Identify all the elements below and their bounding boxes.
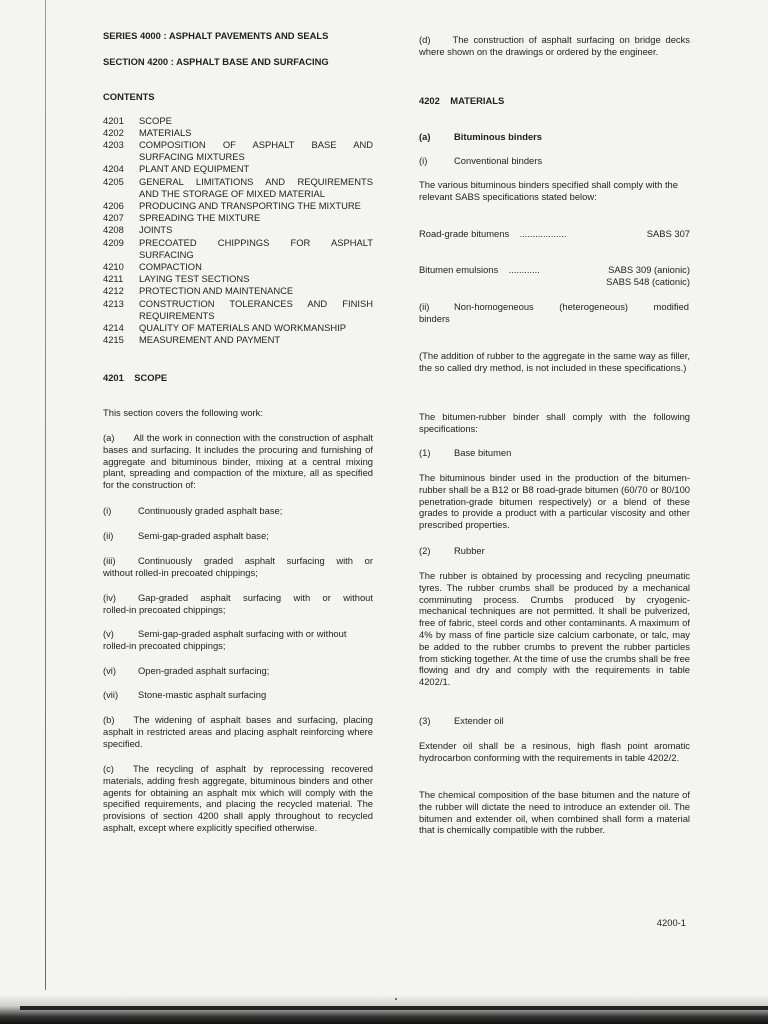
scope-intro: This section covers the following work: (103, 407, 263, 418)
list-item-number: (iv) (103, 592, 117, 603)
toc-title: GENERAL LIMITATIONS AND REQUIREMENTS (139, 176, 373, 187)
toc-number: 4207 (103, 212, 124, 223)
list-item-continued: rolled-in precoated chippings; (103, 640, 226, 651)
toc-number: 4205 (103, 176, 124, 187)
rubber-heading: Rubber (454, 545, 485, 556)
list-item-continued: without rolled-in precoated chippings; (103, 567, 258, 578)
paragraph-a (103, 432, 373, 491)
base-bitumen-label: (1) (419, 447, 431, 458)
toc-number: 4203 (103, 139, 124, 150)
list-item-number: (vi) (103, 665, 117, 676)
list-item-text: Open-graded asphalt surfacing; (138, 665, 270, 676)
paragraph-b (103, 714, 373, 749)
toc-title-continued: AND THE STORAGE OF MIXED MATERIAL (139, 188, 325, 199)
paragraph-a-text: All the work in connection with the construction of asphalt bases and surfacing. It includes the procuring and furnishing of aggregate and bituminous binder, mixing at a central mixing plant, spreading and compaction of the mixture, all as specified for the construction of: (103, 432, 373, 491)
list-item-text: Stone-mastic asphalt surfacing (138, 689, 267, 700)
toc-title: MATERIALS (139, 127, 192, 138)
conventional-heading: Conventional binders (454, 155, 543, 166)
spec-label: Road-grade bitumens .................. (419, 228, 567, 239)
materials-heading: 4202 MATERIALS (419, 95, 505, 106)
page-number: 4200-1 (656, 917, 686, 928)
paragraph-d-label: (d) (419, 34, 431, 45)
series-title: SERIES 4000 : ASPHALT PAVEMENTS AND SEALS (103, 30, 329, 41)
list-item-number: (vii) (103, 689, 119, 700)
toc-title-continued: SURFACING MIXTURES (139, 151, 245, 162)
spec-value-continued: SABS 548 (cationic) (606, 276, 690, 287)
spec-label: Bitumen emulsions ............ (419, 264, 540, 275)
toc-title: PLANT AND EQUIPMENT (139, 163, 250, 174)
paragraph-d-text: The construction of asphalt surfacing on bridge decks where shown on the drawings or ordered by the engineer. (419, 34, 690, 57)
toc-number: 4209 (103, 237, 124, 248)
extender-label: (3) (419, 715, 431, 726)
toc-title: PRODUCING AND TRANSPORTING THE MIXTURE (139, 200, 361, 211)
paragraph-d (419, 34, 690, 58)
toc-title-continued: REQUIREMENTS (139, 310, 215, 321)
paragraph-c (103, 763, 373, 834)
toc-number: 4201 (103, 115, 124, 126)
extender-text: Extender oil shall be a resinous, high flash point aromatic hydrocarbon conforming with the requirements in table 4202/2. (419, 740, 690, 763)
list-item-number: (v) (103, 628, 114, 639)
base-bitumen-heading: Base bitumen (454, 447, 512, 458)
leader-dots: .................. (519, 228, 567, 239)
scan-bottom-edge (20, 1006, 768, 1010)
toc-title: PROTECTION AND MAINTENANCE (139, 285, 294, 296)
binders-heading: Bituminous binders (454, 131, 543, 142)
toc-title: COMPOSITION OF ASPHALT BASE AND (139, 139, 373, 150)
bitumen-rubber-text: The bitumen-rubber binder shall comply with the following specifications: (419, 411, 690, 434)
toc-title: SCOPE (139, 115, 172, 126)
binding-line (45, 0, 46, 990)
list-item-number: (i) (103, 505, 112, 516)
toc-title: JOINTS (139, 224, 173, 235)
toc-title-continued: SURFACING (139, 249, 194, 260)
rubber-text: The rubber is obtained by processing and recycling pneumatic tyres. The rubber crumbs shall be produced by a mechanical comminuting process. Crumbs produced by cryogenic-mechanical techniques are not permitted. It shall be pulverized, free of fabric, steel cords and other contaminants. A maximum of 4% by mass of fine particle size calcium carbonate, or talc, may be added to the rubber crumbs to prevent the rubber particles from sticking together. At the time of use the crumbs shall be free flowing and dry and comply with the requirements in table 4202/1. (419, 570, 690, 688)
conventional-text: The various bituminous binders specified shall comply with the relevant SABS specifications stated below: (419, 179, 678, 202)
toc-title: MEASUREMENT AND PAYMENT (139, 334, 281, 345)
scope-heading: 4201 SCOPE (103, 372, 168, 383)
section-title: SECTION 4200 : ASPHALT BASE AND SURFACING (103, 56, 329, 67)
toc-title: SPREADING THE MIXTURE (139, 212, 261, 223)
toc-number: 4206 (103, 200, 124, 211)
list-item-text: Continuously graded asphalt base; (138, 505, 283, 516)
paragraph-b-label: (b) (103, 714, 115, 725)
nonhomogeneous-heading: Non-homogeneous (heterogeneous) modified (454, 301, 689, 312)
list-item-continued: rolled-in precoated chippings; (103, 604, 226, 615)
toc-title: QUALITY OF MATERIALS AND WORKMANSHIP (139, 322, 346, 333)
paragraph-a-label: (a) (103, 432, 115, 443)
rubber-note: (The addition of rubber to the aggregate in the same way as filler, the so called dry method, is not included in these specifications.) (419, 350, 690, 373)
list-item-number: (ii) (103, 530, 114, 541)
toc-number: 4212 (103, 285, 124, 296)
binders-label: (a) (419, 131, 431, 142)
toc-number: 4204 (103, 163, 124, 174)
list-item-text: Gap-graded asphalt surfacing with or without (138, 592, 373, 603)
toc-number: 4213 (103, 298, 124, 309)
toc-number: 4208 (103, 224, 124, 235)
toc-number: 4215 (103, 334, 124, 345)
list-item-text: Semi-gap-graded asphalt surfacing with or without (138, 628, 347, 639)
chemical-composition-text: The chemical composition of the base bitumen and the nature of the rubber will dictate the need to introduce an extender oil. The bitumen and extender oil, when combined shall form a material that is chemically compatible with the rubber. (419, 789, 690, 836)
nonhomogeneous-heading-continued: binders (419, 313, 450, 324)
conventional-label: (i) (419, 155, 428, 166)
toc-title: PRECOATED CHIPPINGS FOR ASPHALT (139, 237, 373, 248)
paragraph-c-label: (c) (103, 763, 114, 774)
base-bitumen-text: The bituminous binder used in the production of the bitumen-rubber shall be a B12 or B8 road-grade bitumen (60/70 or 80/100 penetration-grade bitumen respectively) or a blend of these grades to provide a product with a particular viscosity and other prescribed properties. (419, 472, 690, 531)
toc-title: CONSTRUCTION TOLERANCES AND FINISH (139, 298, 373, 309)
paragraph-c-text: The recycling of asphalt by reprocessing recovered materials, adding fresh aggregate, bituminous binders and other agents for obtaining an asphalt mix which will comply with the specified requirements, and placing the recycled material. The provisions of section 4200 shall apply throughout to recycled asphalt, except where explicitly specified otherwise. (103, 763, 373, 833)
toc-number: 4210 (103, 261, 124, 272)
list-item-text: Continuously graded asphalt surfacing with or (138, 555, 373, 566)
list-item-number: (iii) (103, 555, 116, 566)
paragraph-b-text: The widening of asphalt bases and surfacing, placing asphalt in restricted areas and placing asphalt reinforcing where specified. (103, 714, 373, 749)
toc-title: COMPACTION (139, 261, 202, 272)
toc-number: 4211 (103, 273, 124, 284)
toc-number: 4202 (103, 127, 124, 138)
rubber-label: (2) (419, 545, 431, 556)
nonhomogeneous-label: (ii) (419, 301, 430, 312)
contents-heading: CONTENTS (103, 91, 155, 102)
spec-value: SABS 307 (646, 228, 690, 239)
list-item-text: Semi-gap-graded asphalt base; (138, 530, 269, 541)
toc-title: LAYING TEST SECTIONS (139, 273, 250, 284)
leader-dots: ............ (508, 264, 540, 275)
extender-heading: Extender oil (454, 715, 504, 726)
spec-value: SABS 309 (anionic) (608, 264, 690, 275)
toc-number: 4214 (103, 322, 124, 333)
